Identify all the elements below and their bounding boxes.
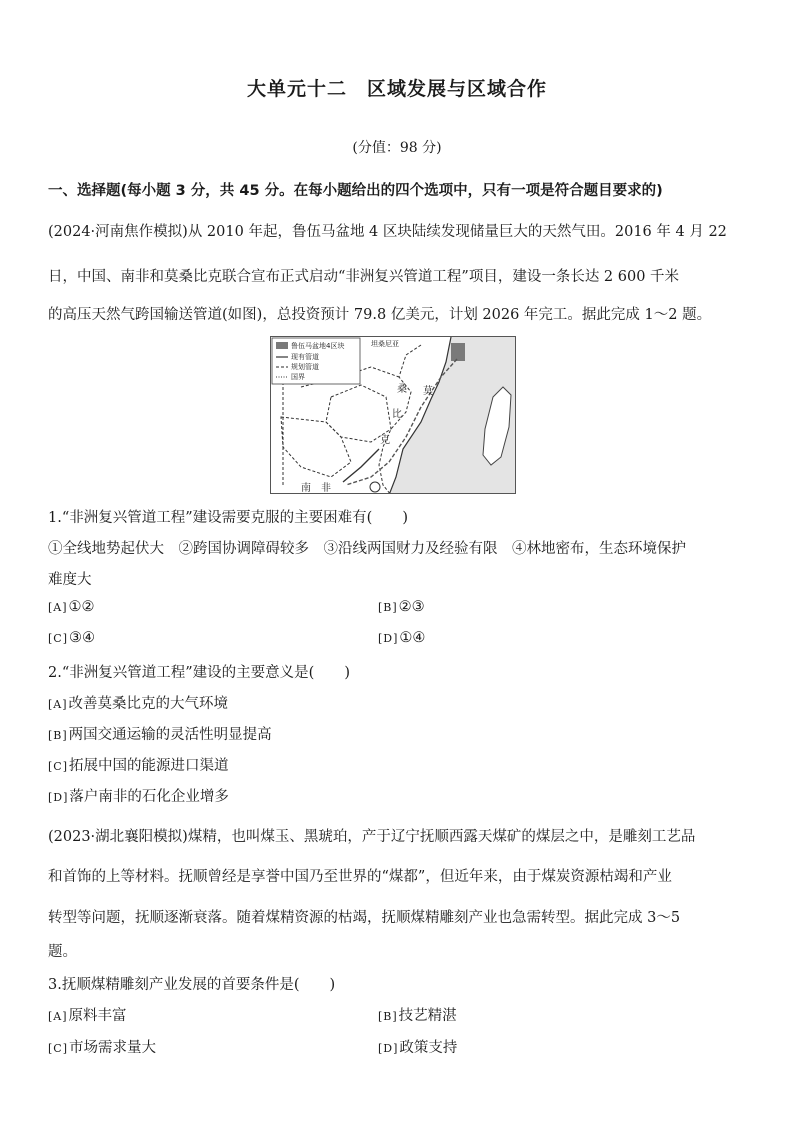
- option-text: 原料丰富: [68, 1008, 127, 1024]
- passage2-line3: 转型等问题，抚顺逐渐衰落。随着煤精资源的枯竭，抚顺煤精雕刻产业也急需转型。据此完成 3～5: [48, 910, 681, 926]
- q3-stem-close: ): [329, 977, 336, 993]
- score-info: (分值：98 分): [352, 140, 442, 156]
- eswatini-outline: [370, 482, 380, 492]
- q2-stem-text: 2.“非洲复兴管道工程”建设的主要意义是(: [48, 665, 315, 681]
- q1-option-c[interactable]: [48, 630, 95, 646]
- passage1-line3: 的高压天然气跨国输送管道(如图)，总投资预计 79.8 亿美元，计划 2026 年完工。据此完成 1～2 题。: [48, 307, 712, 323]
- option-tag: [B]: [48, 729, 68, 742]
- label-ke: 克: [380, 435, 390, 446]
- q1-statements-line2: 难度大: [48, 572, 92, 588]
- q2-stem-close: ): [344, 665, 350, 681]
- passage2-line1: (2023·湖北襄阳模拟)煤精，也叫煤玉、黑琥珀，产于辽宁抚顺西露天煤矿的煤层之中，是雕刻工艺品: [48, 829, 696, 845]
- passage1-line1: (2024·河南焦作模拟)从 2010 年起，鲁伍马盆地 4 区块陆续发现储量巨大的天然气田。2016 年 4 月 22: [48, 224, 727, 240]
- q3-stem: [48, 973, 335, 994]
- label-mo: 莫: [423, 386, 433, 397]
- q3-option-b[interactable]: [378, 1004, 457, 1025]
- q1-option-d[interactable]: [378, 630, 425, 646]
- q1-statements-line1: ①全线地势起伏大 ②跨国协调障碍较多 ③沿线两国财力及经验有限 ④林地密布，生态环境保护: [48, 541, 686, 557]
- option-text: ②③: [398, 599, 425, 615]
- option-text: ③④: [69, 630, 95, 646]
- legend-label-existing: 现有管道: [291, 353, 319, 361]
- option-tag: [A]: [48, 601, 68, 614]
- q1-option-a[interactable]: [48, 599, 95, 615]
- q1-stem-text: 1.“非洲复兴管道工程”建设需要克服的主要困难有(: [48, 510, 373, 526]
- option-text: 市场需求量大: [69, 1040, 156, 1056]
- q1-stem-close: ): [402, 510, 408, 526]
- q1-option-b[interactable]: [378, 599, 425, 615]
- label-tanzania: 坦桑尼亚: [371, 340, 399, 348]
- passage2-line4: 题。: [48, 944, 77, 960]
- map-svg: [271, 337, 516, 494]
- label-bi: 比: [392, 409, 402, 420]
- option-tag: [A]: [48, 698, 68, 711]
- q1-stem: [48, 506, 408, 527]
- option-text: 拓展中国的能源进口渠道: [69, 758, 229, 774]
- q3-option-a[interactable]: [48, 1004, 127, 1025]
- option-text: 落户南非的石化企业增多: [69, 789, 229, 805]
- option-text: 政策支持: [399, 1040, 458, 1056]
- option-text: 两国交通运输的灵活性明显提高: [68, 727, 272, 743]
- q2-option-b[interactable]: [48, 723, 272, 744]
- q3-option-c[interactable]: [48, 1036, 156, 1057]
- option-tag: [C]: [48, 632, 68, 645]
- legend-label-planned: 规划管道: [291, 363, 319, 371]
- q2-option-d[interactable]: [48, 785, 229, 806]
- border-zimbabwe: [326, 385, 391, 442]
- label-sang: 桑: [397, 384, 407, 395]
- option-tag: [A]: [48, 1010, 68, 1023]
- option-text: ①②: [68, 599, 95, 615]
- legend-block-swatch: [276, 342, 288, 349]
- border-botswana: [281, 417, 351, 477]
- option-tag: [B]: [378, 1010, 398, 1023]
- option-text: ①④: [399, 630, 426, 646]
- option-tag: [C]: [48, 760, 68, 773]
- pipeline-map: [270, 336, 516, 494]
- option-tag: [D]: [378, 632, 399, 645]
- q2-option-c[interactable]: [48, 754, 229, 775]
- q3-stem-text: 3.抚顺煤精雕刻产业发展的首要条件是(: [48, 977, 300, 993]
- section-heading: 一、选择题(每小题 3 分，共 45 分。在每小题给出的四个选项中，只有一项是符合题目要求的): [48, 183, 663, 199]
- q3-option-d[interactable]: [378, 1036, 457, 1057]
- option-tag: [D]: [378, 1042, 399, 1055]
- legend-label-block: 鲁伍马盆地4区块: [291, 342, 345, 350]
- existing-pipeline: [343, 449, 379, 482]
- option-text: 技艺精湛: [398, 1008, 457, 1024]
- page-title: 大单元十二 区域发展与区域合作: [246, 78, 547, 100]
- option-tag: [D]: [48, 791, 69, 804]
- option-tag: [B]: [378, 601, 398, 614]
- option-text: 改善莫桑比克的大气环境: [68, 696, 229, 712]
- q2-option-a[interactable]: [48, 692, 228, 713]
- legend-label-border: 国界: [291, 373, 305, 381]
- label-south-africa: 南 非: [301, 483, 331, 494]
- rovuma-block-4: [451, 343, 465, 361]
- passage2-line2: 和首饰的上等材料。抚顺曾经是享誉中国乃至世界的“煤都”，但近年来，由于煤炭资源枯竭和产业: [48, 869, 672, 885]
- q2-stem: [48, 661, 350, 682]
- passage1-line2: 日，中国、南非和莫桑比克联合宣布正式启动“非洲复兴管道工程”项目，建设一条长达 2 600 千米: [48, 269, 680, 285]
- option-tag: [C]: [48, 1042, 68, 1055]
